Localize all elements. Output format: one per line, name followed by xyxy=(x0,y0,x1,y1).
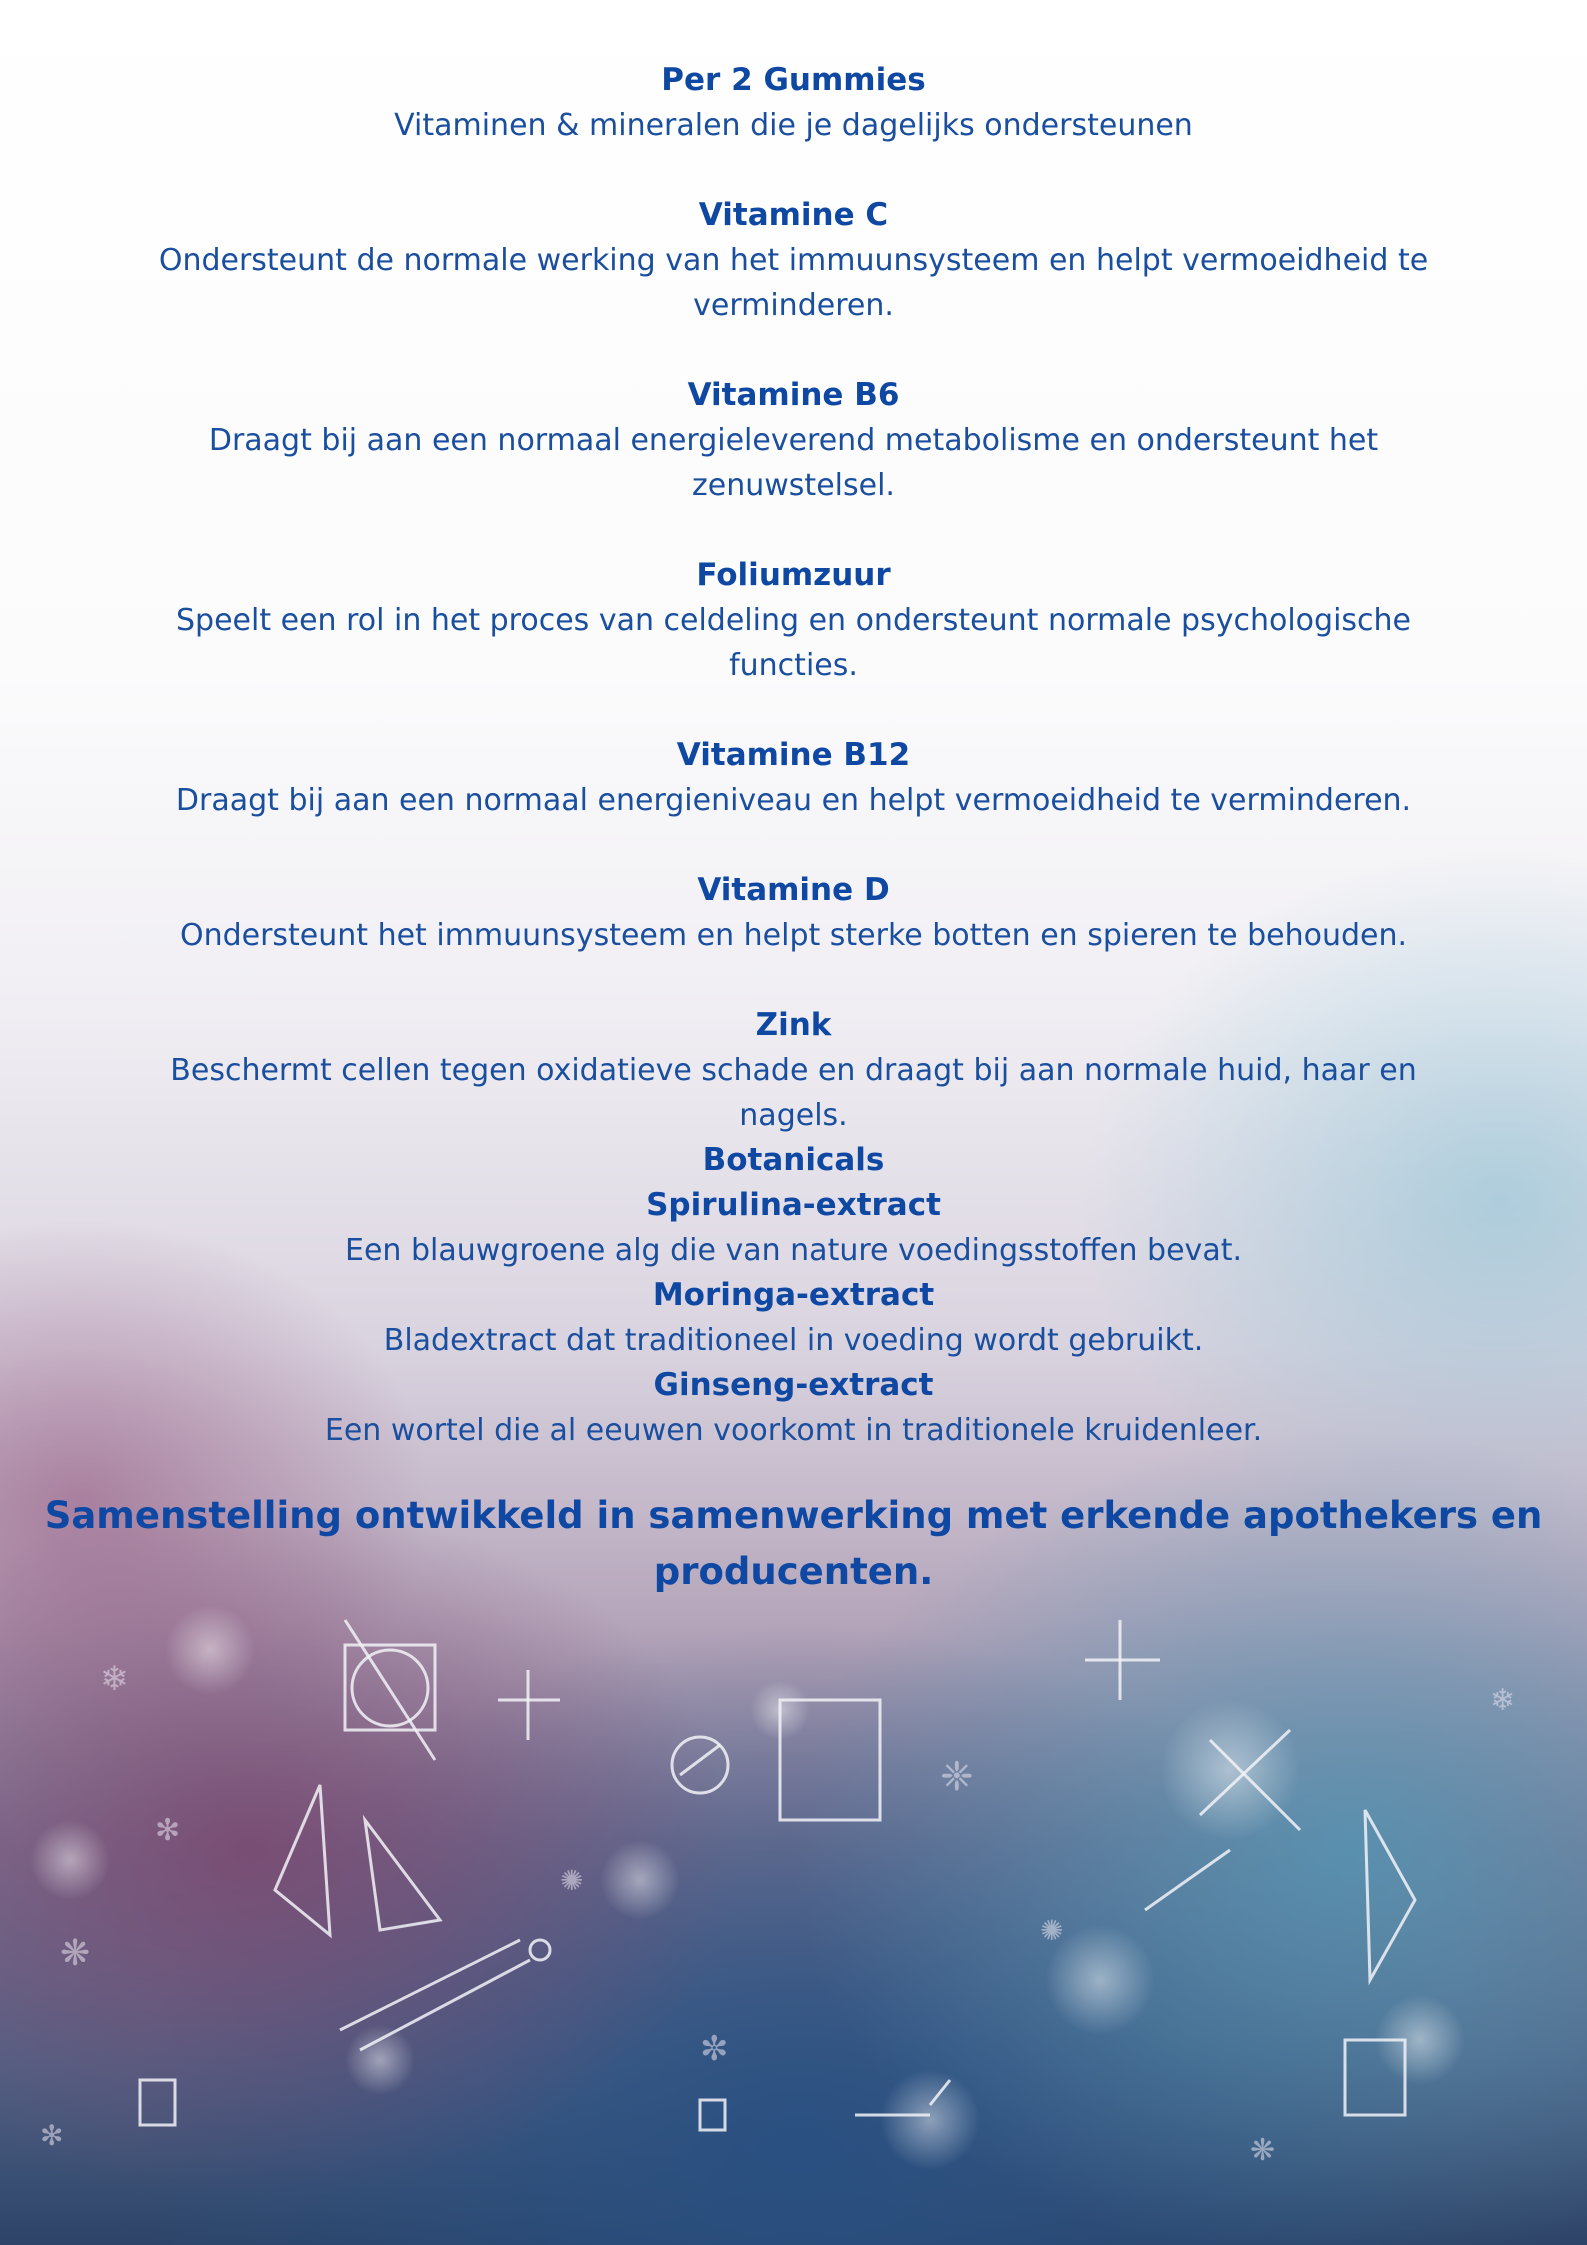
foliumzuur-section xyxy=(0,553,1587,688)
vitamin-b12-section xyxy=(0,733,1587,823)
vitamin-description: Speelt een rol in het proces van celdeling en ondersteunt normale psychologische functies. xyxy=(175,603,1412,683)
vitamin-description: Beschermt cellen tegen oxidatieve schade en draagt bij aan normale huid, haar en nagels. xyxy=(170,1053,1417,1133)
vitamin-name: Vitamine D xyxy=(697,872,890,908)
vitamin-name: Vitamine B12 xyxy=(676,737,911,773)
svg-text:❄: ❄ xyxy=(1490,1683,1516,1718)
svg-text:✺: ✺ xyxy=(560,1864,584,1897)
vitamin-name: Vitamine C xyxy=(698,197,889,233)
svg-text:❄: ❄ xyxy=(100,1659,129,1699)
svg-text:✻: ✻ xyxy=(40,2119,64,2152)
background-illustration xyxy=(0,1560,1587,2245)
bokeh-lights xyxy=(30,1605,1465,2170)
botanicals-section xyxy=(0,1138,1587,1453)
vitamin-c-section xyxy=(0,193,1587,328)
svg-text:✺: ✺ xyxy=(1040,1914,1064,1947)
intro-section xyxy=(0,58,1587,148)
vitamin-description: Draagt bij aan een normaal energieleverend metabolisme en ondersteunt het zenuwstelsel. xyxy=(208,423,1379,503)
vitamin-name: Zink xyxy=(755,1007,832,1043)
botanical-name: Moringa-extract xyxy=(652,1277,935,1313)
vitamin-d-section xyxy=(0,868,1587,958)
intro-subtitle: Vitaminen & mineralen die je dagelijks ondersteunen xyxy=(394,108,1193,143)
vitamin-description: Draagt bij aan een normaal energieniveau en helpt vermoeidheid te verminderen. xyxy=(175,783,1412,818)
botanical-description: Een wortel die al eeuwen voorkomt in traditionele kruidenleer. xyxy=(324,1413,1263,1448)
vitamin-b6-section xyxy=(0,373,1587,508)
vitamin-name: Foliumzuur xyxy=(696,557,891,593)
closing-statement: Samenstelling ontwikkeld in samenwerking met erkende apothekers en producenten. xyxy=(44,1494,1543,1593)
vitamin-description: Ondersteunt het immuunsysteem en helpt sterke botten en spieren te behouden. xyxy=(179,918,1408,953)
botanical-description: Een blauwgroene alg die van nature voedingsstoffen bevat. xyxy=(345,1233,1242,1268)
content-column xyxy=(0,58,1587,1600)
svg-text:✼: ✼ xyxy=(700,2029,729,2069)
botanical-name: Ginseng-extract xyxy=(653,1367,934,1403)
svg-text:✻: ✻ xyxy=(155,1813,181,1848)
botanical-description: Bladextract dat traditioneel in voeding wordt gebruikt. xyxy=(383,1323,1204,1358)
intro-heading: Per 2 Gummies xyxy=(661,62,926,98)
botanicals-heading: Botanicals xyxy=(702,1142,885,1178)
botanical-name: Spirulina-extract xyxy=(646,1187,941,1223)
svg-text:❋: ❋ xyxy=(60,1933,91,1974)
svg-text:❈: ❈ xyxy=(940,1754,974,1800)
vitamin-name: Vitamine B6 xyxy=(687,377,900,413)
zink-section xyxy=(0,1003,1587,1138)
svg-text:❋: ❋ xyxy=(1250,2133,1276,2168)
vitamin-description: Ondersteunt de normale werking van het immuunsysteem en helpt vermoeidheid te verminderen. xyxy=(158,243,1429,323)
